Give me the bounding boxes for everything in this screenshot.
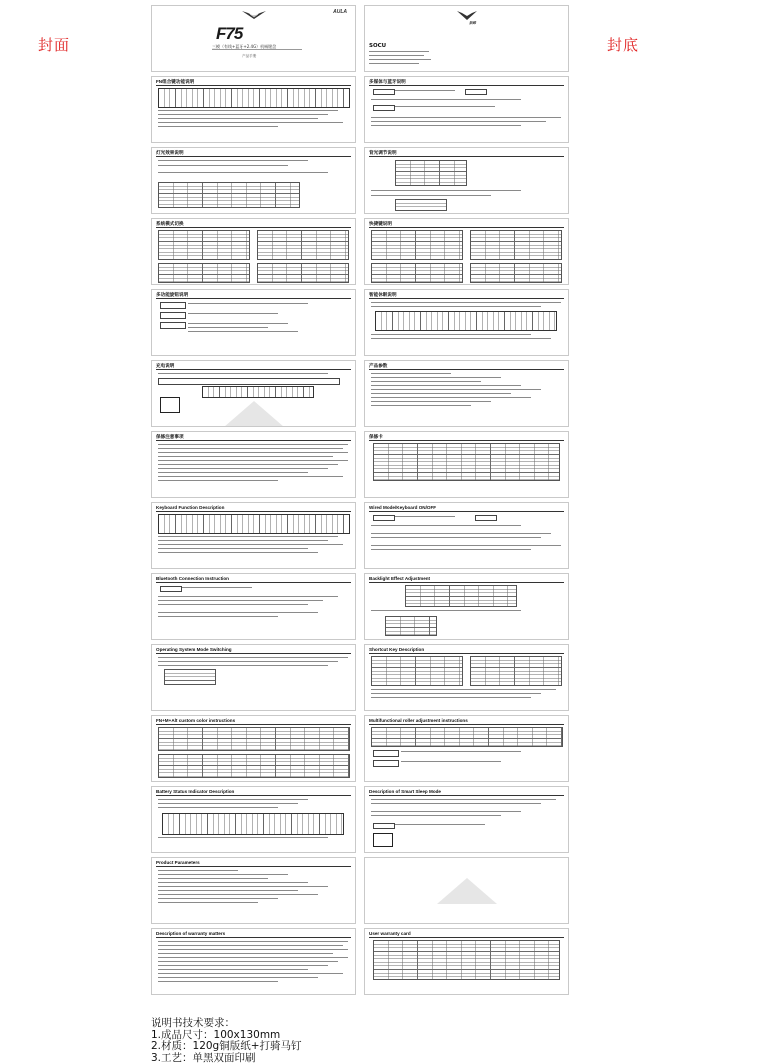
spec-size: 1.成品尺寸：100x130mm (151, 1030, 302, 1042)
page-title: 产品参数 (369, 363, 387, 369)
data-table (405, 585, 517, 607)
manual-page (364, 715, 569, 782)
warranty-card-table (373, 443, 560, 481)
page-title: 保修注意事项 (156, 434, 184, 440)
page-title: Keyboard Function Description (156, 505, 224, 510)
manual-page (151, 76, 356, 143)
manual-page (364, 360, 569, 427)
page-title: 快捷键说明 (369, 221, 392, 227)
front-cover-label: 封面 (38, 34, 70, 55)
manual-page (151, 147, 356, 214)
manual-page (364, 431, 569, 498)
page-title: Backlight Effect Adjustment (369, 576, 430, 581)
data-table (158, 230, 250, 260)
manual-page (364, 786, 569, 853)
page-title: 背光调节说明 (369, 150, 397, 156)
data-table (158, 727, 350, 751)
keyboard-diagram (158, 514, 350, 534)
cover-model-title: F75 (216, 24, 242, 44)
warranty-card-table (373, 940, 560, 980)
page-title: Product Parameters (156, 860, 200, 865)
page-title: Multifunctional roller adjustment instructions (369, 718, 468, 723)
page-title: 充电说明 (156, 363, 174, 369)
cover-brand: AULA (333, 9, 347, 15)
printing-spec (151, 1018, 302, 1064)
page-title: FN组合键功能说明 (156, 79, 194, 85)
page-title: Description of warranty matters (156, 931, 225, 936)
manual-page (151, 928, 356, 995)
spec-material: 2.材质：120g铜版纸+打骑马钉 (151, 1041, 302, 1053)
back-logo-text: 狼蛛 (469, 21, 476, 26)
data-table (158, 182, 300, 208)
keyboard-diagram (162, 813, 344, 835)
manual-page (364, 573, 569, 640)
page-title: Shortcut Key Description (369, 647, 424, 652)
front-cover-page (151, 5, 356, 72)
data-table (470, 656, 562, 686)
page-title: 多功能旋钮说明 (156, 292, 188, 298)
page-title: User warranty card (369, 931, 411, 936)
manual-page (151, 218, 356, 285)
cover-manual-label: 产品手册 (242, 54, 256, 59)
page-title: 智能休眠说明 (369, 292, 397, 298)
cover-subtitle: 三模（有线+蓝牙+2.4G）机械键盘 (212, 44, 276, 50)
keyboard-diagram (375, 311, 557, 331)
wolf-logo-icon (240, 9, 268, 21)
spec-process: 3.工艺：单黑双面印刷 (151, 1053, 302, 1064)
spec-title: 说明书技术要求： (151, 1018, 302, 1030)
manual-page (364, 289, 569, 356)
data-table (371, 656, 463, 686)
page-title: 灯光效果说明 (156, 150, 184, 156)
manual-page (151, 502, 356, 569)
manual-page (151, 289, 356, 356)
data-table (470, 230, 562, 260)
manual-page (151, 786, 356, 853)
keyboard-diagram (158, 88, 350, 108)
back-cover-page (364, 5, 569, 72)
manual-page (364, 147, 569, 214)
page-title: Description of Smart Sleep Mode (369, 789, 441, 794)
warning-icon (160, 397, 180, 413)
manual-page (364, 502, 569, 569)
warning-triangle-icon (224, 401, 284, 427)
manual-page (151, 715, 356, 782)
page-title: 多媒体与蓝牙说明 (369, 79, 406, 85)
page-title: Battery Status Indicator Description (156, 789, 234, 794)
page-title: Operating System Mode Switching (156, 647, 232, 652)
manual-page (364, 644, 569, 711)
data-table (371, 230, 463, 260)
data-table (395, 160, 467, 186)
page-title: Bluetooth Connection Instruction (156, 576, 229, 581)
manual-page (151, 857, 356, 924)
manual-page (151, 431, 356, 498)
manual-page (364, 76, 569, 143)
manual-page (151, 573, 356, 640)
warning-triangle-icon (437, 878, 497, 904)
back-company-label: SOCU (369, 43, 386, 49)
warning-icon (373, 833, 393, 847)
page-title: 系统模式切换 (156, 221, 184, 227)
page-title: Wired Mode/Keyboard ON/OFF (369, 505, 436, 510)
data-table (257, 230, 349, 260)
manual-page (151, 644, 356, 711)
manual-page (151, 360, 356, 427)
manual-page (364, 218, 569, 285)
manual-page (364, 857, 569, 924)
cover-divider (212, 49, 302, 50)
back-cover-label: 封底 (607, 34, 639, 55)
page-title: 保修卡 (369, 434, 383, 440)
data-table (371, 727, 563, 747)
manual-page (364, 928, 569, 995)
page-title: FN+M+Alt custom color instructions (156, 718, 235, 723)
